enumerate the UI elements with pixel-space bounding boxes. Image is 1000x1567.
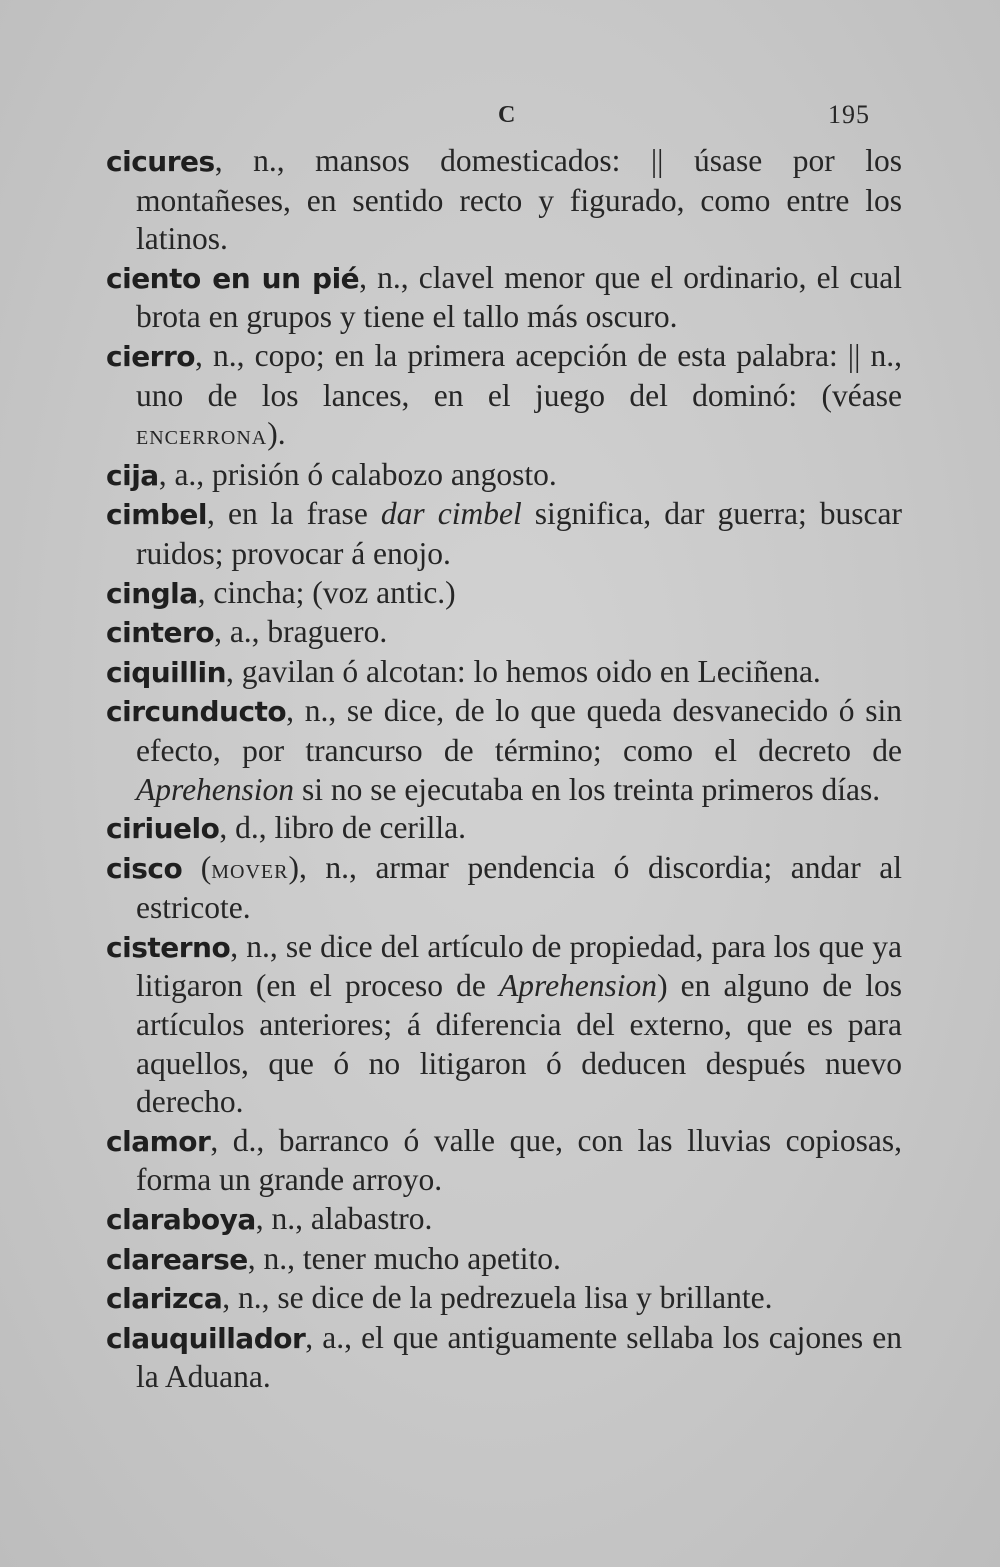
entry-circunducto (106, 692, 902, 809)
entry-cija (106, 456, 902, 496)
headword: cisco (106, 851, 183, 885)
definition: , n., se dice de la pedrezuela lisa y brillante. (222, 1280, 773, 1316)
definition: , gavilan ó alcotan: lo hemos oido en Leciñena. (226, 653, 821, 689)
definition: ( (182, 849, 212, 885)
running-head (0, 98, 1000, 138)
page-number: 195 (828, 100, 870, 129)
italic-term: Aprehension (499, 968, 658, 1004)
definition: , d., libro de cerilla. (219, 810, 467, 846)
headword: cisterno (106, 930, 231, 964)
definition: , n., se dice, de lo que queda desvanecido ó sin efecto, por trancurso de término; como el decreto de (136, 693, 902, 768)
definition-end: ) en alguno de los artículos anteriores; á diferencia del externo, que es para aquellos, que ó no litigaron ó deducen después nuevo derecho. (136, 968, 903, 1120)
headword: cimbel (106, 498, 208, 532)
definition: , n., copo; en la primera acepción de esta palabra: || n., uno de los lances, en el juego del dominó: (véase (136, 337, 902, 413)
entry-ciento-en-un-pie (106, 259, 902, 337)
section-letter: C (498, 102, 516, 128)
headword: cicures (106, 145, 215, 178)
entry-cimbel (106, 495, 902, 573)
entry-clamor (106, 1122, 902, 1200)
entry-clauquillador (106, 1319, 902, 1397)
entry-ciriuelo (106, 809, 902, 849)
entry-cintero (106, 613, 902, 653)
definition: , cincha; (voz antic.) (197, 574, 456, 610)
definition: , en la frase (207, 496, 381, 532)
entry-clarearse (106, 1240, 902, 1280)
entry-cisterno (106, 928, 902, 1122)
headword: clauquillador (106, 1321, 306, 1355)
definition: , n., mansos domesticados: || úsase por los montañeses, en sentido recto y figurado, como entre los latinos. (136, 143, 902, 257)
smallcaps-term: mover (211, 853, 289, 885)
definition: , n., se dice del artículo de propiedad, para los que ya litigaron (en el proceso de (136, 928, 902, 1004)
headword: clarizca (106, 1282, 223, 1316)
entry-claraboya (106, 1200, 902, 1240)
entry-cingla (106, 574, 902, 614)
headword: ciquillin (106, 655, 226, 689)
definition: , a., braguero. (214, 614, 388, 650)
definition: , a., el que antiguamente sellaba los cajones en la Aduana. (136, 1319, 902, 1395)
definition: , d., barranco ó valle que, con las lluvias copiosas, forma un grande arroyo. (136, 1122, 902, 1198)
entry-list (106, 142, 902, 1397)
headword: cierro (106, 339, 196, 373)
headword: cingla (106, 576, 198, 610)
headword: clamor (106, 1124, 211, 1158)
definition-end: ), n., armar pendencia ó discordia; andar al estricote. (136, 849, 902, 926)
entry-clarizca (106, 1279, 902, 1319)
entry-cisco (106, 849, 902, 928)
definition-end: significa, dar guerra; buscar ruidos; provocar á enojo. (136, 496, 902, 571)
headword: claraboya (106, 1203, 256, 1237)
italic-phrase: dar cimbel (380, 496, 522, 532)
headword: ciento en un pié (106, 261, 360, 295)
entry-ciquillin (106, 653, 902, 693)
definition: , a., prisión ó calabozo angosto. (158, 456, 557, 492)
definition-end: ). (267, 416, 286, 452)
headword: cija (106, 458, 159, 492)
definition: , n., alabastro. (255, 1201, 433, 1237)
entry-cicures (106, 142, 902, 259)
definition-end: si no se ejecutaba en los treinta primeros días. (294, 771, 881, 807)
headword: clarearse (106, 1242, 248, 1276)
cross-reference: encerrona (136, 420, 268, 452)
definition: , n., tener mucho apetito. (247, 1240, 561, 1276)
italic-term: Aprehension (136, 771, 295, 807)
headword: cintero (106, 616, 215, 650)
headword: ciriuelo (106, 812, 220, 846)
definition: , n., clavel menor que el ordinario, el cual brota en grupos y tiene el tallo más oscuro. (136, 259, 903, 335)
entry-cierro (106, 337, 902, 456)
headword: circunducto (106, 695, 287, 729)
